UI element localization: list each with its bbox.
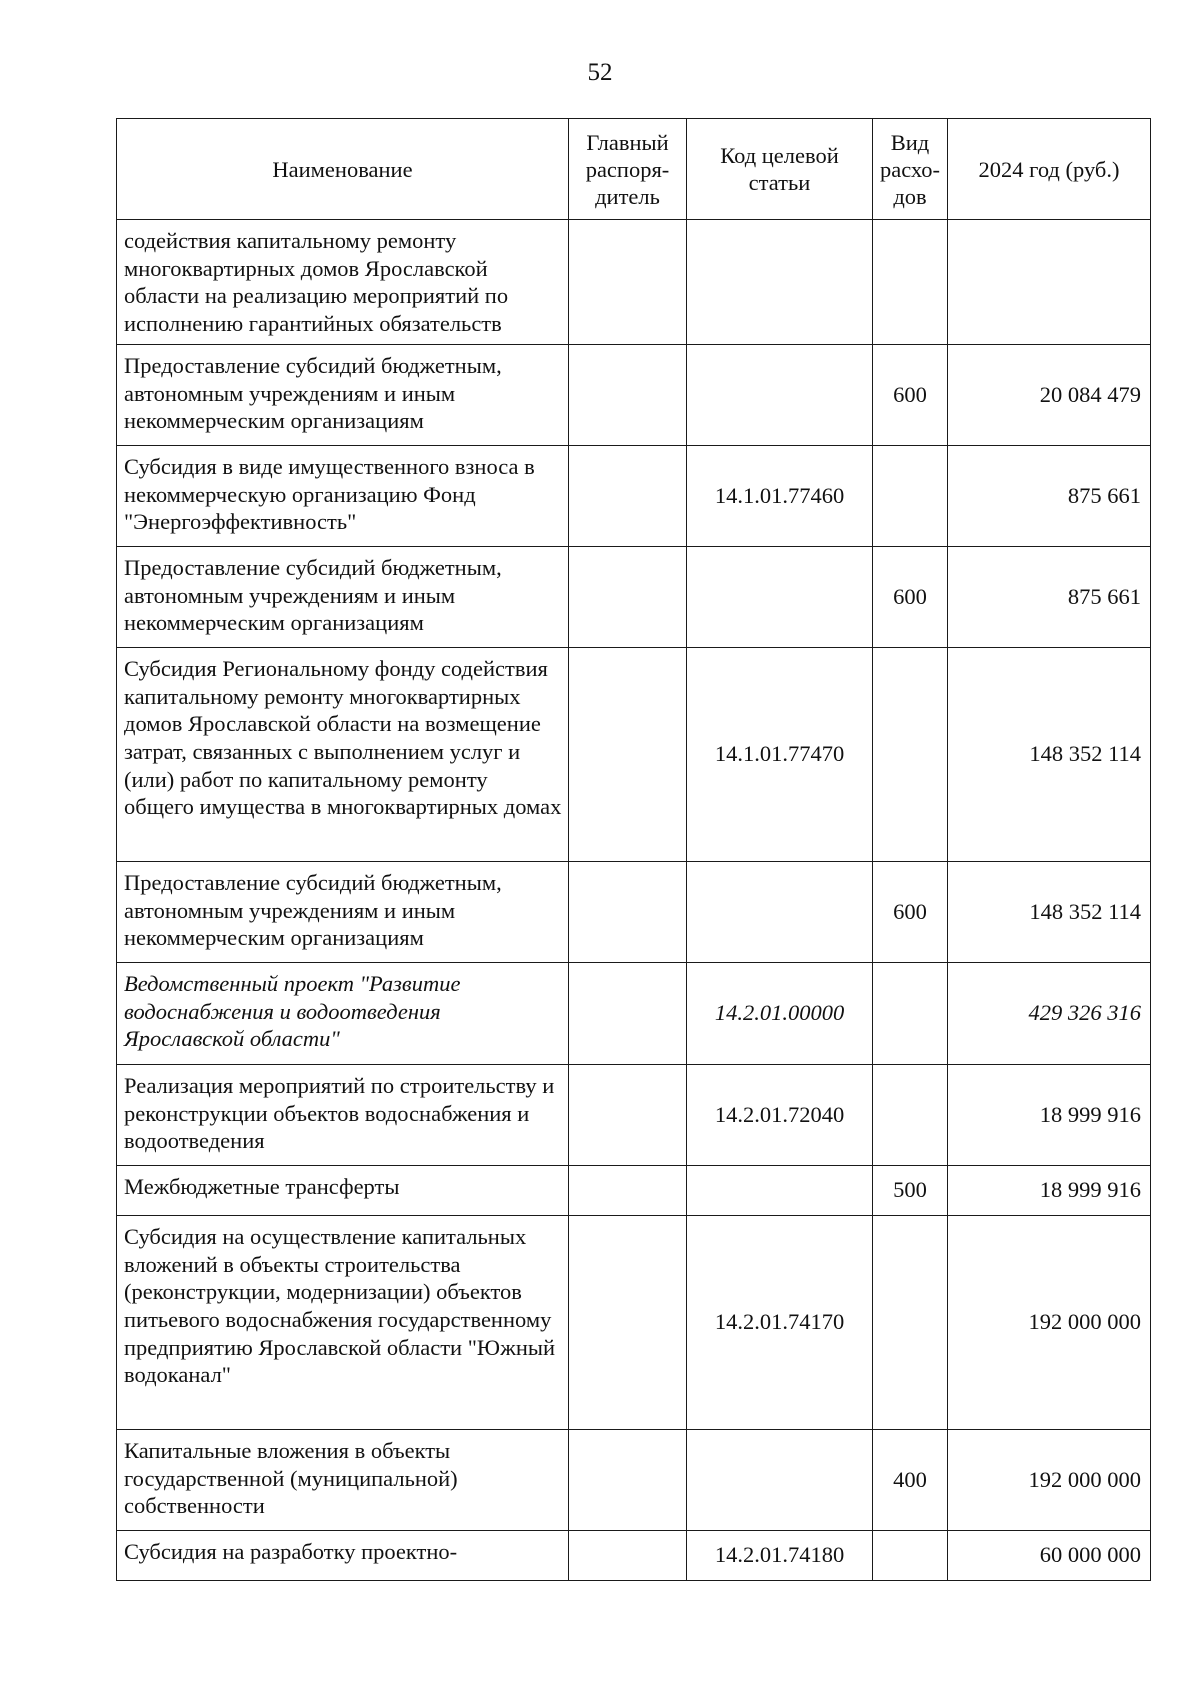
cell-admin xyxy=(569,344,687,445)
page-number: 52 xyxy=(587,59,613,86)
cell-name: Субсидия Региональному фонду содействия капитальному ремонту многоквартирных домов Ярославской области на возмещение затрат, связанных с выполнением услуг и (или) работ по капитальному ремонту общего имущества в многоквартирных домах xyxy=(117,647,569,861)
cell-admin xyxy=(569,861,687,962)
cell-name: Ведомственный проект "Развитие водоснабжения и водоотведения Ярославской области" xyxy=(117,962,569,1064)
table-row xyxy=(117,647,1151,861)
cell-type xyxy=(873,220,948,345)
table-body xyxy=(117,220,1151,1581)
cell-amount: 18 999 916 xyxy=(948,1165,1151,1215)
table-row xyxy=(117,344,1151,445)
cell-code xyxy=(687,220,873,345)
cell-amount: 148 352 114 xyxy=(948,647,1151,861)
cell-type xyxy=(873,445,948,546)
table-header-row xyxy=(117,119,1151,220)
cell-amount: 429 326 316 xyxy=(948,962,1151,1064)
cell-type xyxy=(873,1064,948,1165)
cell-name: содействия капитальному ремонту многоквартирных домов Ярославской области на реализацию мероприятий по исполнению гарантийных обязательств xyxy=(117,220,569,345)
cell-code xyxy=(687,546,873,647)
header-amount: 2024 год (руб.) xyxy=(948,119,1151,220)
cell-code xyxy=(687,861,873,962)
cell-code xyxy=(687,344,873,445)
cell-amount: 148 352 114 xyxy=(948,861,1151,962)
table-row xyxy=(117,1215,1151,1429)
cell-admin xyxy=(569,1530,687,1580)
cell-amount: 875 661 xyxy=(948,546,1151,647)
cell-code: 14.2.01.00000 xyxy=(687,962,873,1064)
cell-type: 400 xyxy=(873,1429,948,1530)
cell-code xyxy=(687,1429,873,1530)
cell-admin xyxy=(569,647,687,861)
table-row xyxy=(117,546,1151,647)
cell-name: Субсидия на разработку проектно- xyxy=(117,1530,569,1580)
cell-name: Предоставление субсидий бюджетным, автономным учреждениям и иным некоммерческим организациям xyxy=(117,861,569,962)
cell-amount: 875 661 xyxy=(948,445,1151,546)
cell-amount: 18 999 916 xyxy=(948,1064,1151,1165)
cell-code: 14.1.01.77460 xyxy=(687,445,873,546)
table-row xyxy=(117,861,1151,962)
cell-amount xyxy=(948,220,1151,345)
cell-type xyxy=(873,1215,948,1429)
cell-name: Субсидия в виде имущественного взноса в некоммерческую организацию Фонд "Энергоэффективность" xyxy=(117,445,569,546)
cell-name: Реализация мероприятий по строительству и реконструкции объектов водоснабжения и водоотведения xyxy=(117,1064,569,1165)
cell-type xyxy=(873,647,948,861)
cell-name: Предоставление субсидий бюджетным, автономным учреждениям и иным некоммерческим организациям xyxy=(117,546,569,647)
header-name: Наименование xyxy=(117,119,569,220)
cell-code: 14.2.01.74180 xyxy=(687,1530,873,1580)
table-row xyxy=(117,1530,1151,1580)
header-code: Код целевой статьи xyxy=(687,119,873,220)
cell-name: Предоставление субсидий бюджетным, автономным учреждениям и иным некоммерческим организациям xyxy=(117,344,569,445)
cell-type: 600 xyxy=(873,861,948,962)
cell-amount: 20 084 479 xyxy=(948,344,1151,445)
table-row xyxy=(117,962,1151,1064)
cell-type xyxy=(873,1530,948,1580)
cell-code: 14.1.01.77470 xyxy=(687,647,873,861)
table-row xyxy=(117,220,1151,345)
cell-type: 600 xyxy=(873,546,948,647)
cell-name: Субсидия на осуществление капитальных вложений в объекты строительства (реконструкции, модернизации) объектов питьевого водоснабжения государственному предприятию Ярославской области "Южный водоканал" xyxy=(117,1215,569,1429)
cell-code: 14.2.01.74170 xyxy=(687,1215,873,1429)
cell-admin xyxy=(569,445,687,546)
cell-type: 500 xyxy=(873,1165,948,1215)
cell-name: Межбюджетные трансферты xyxy=(117,1165,569,1215)
cell-amount: 192 000 000 xyxy=(948,1429,1151,1530)
cell-code xyxy=(687,1165,873,1215)
cell-admin xyxy=(569,962,687,1064)
cell-type xyxy=(873,962,948,1064)
table-row xyxy=(117,1165,1151,1215)
cell-admin xyxy=(569,1215,687,1429)
budget-table xyxy=(116,118,1151,1581)
cell-code: 14.2.01.72040 xyxy=(687,1064,873,1165)
table-row xyxy=(117,445,1151,546)
header-type: Вид расхо-дов xyxy=(873,119,948,220)
cell-admin xyxy=(569,546,687,647)
cell-admin xyxy=(569,1064,687,1165)
cell-admin xyxy=(569,1165,687,1215)
cell-admin xyxy=(569,1429,687,1530)
cell-amount: 192 000 000 xyxy=(948,1215,1151,1429)
header-admin: Главный распоря-дитель xyxy=(569,119,687,220)
cell-amount: 60 000 000 xyxy=(948,1530,1151,1580)
cell-name: Капитальные вложения в объекты государственной (муниципальной) собственности xyxy=(117,1429,569,1530)
table-row xyxy=(117,1064,1151,1165)
cell-admin xyxy=(569,220,687,345)
table-row xyxy=(117,1429,1151,1530)
cell-type: 600 xyxy=(873,344,948,445)
